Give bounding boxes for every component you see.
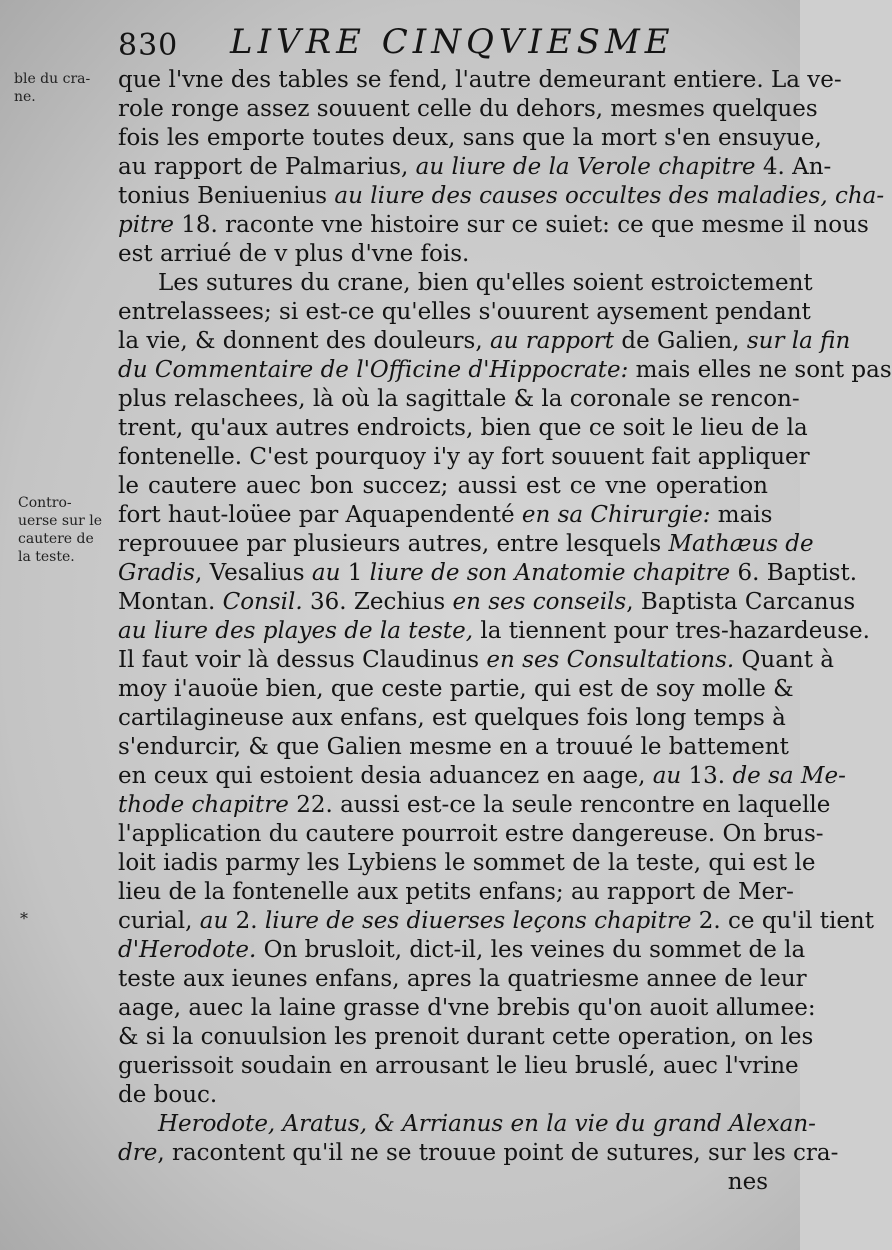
italic-span: en sa Chirurgie: bbox=[521, 502, 711, 528]
text-line bbox=[118, 965, 807, 994]
text-span: On brusloit, dict-il, les veines du sommet de la bbox=[256, 937, 806, 963]
text-span: moy i'auoüe bien, que ceste partie, qui est de soy molle & bbox=[118, 676, 794, 702]
text-line bbox=[118, 1052, 799, 1081]
italic-span: au liure de la Verole chapitre bbox=[415, 154, 756, 180]
text-span: 1 bbox=[340, 560, 370, 586]
text-body bbox=[118, 66, 892, 1197]
text-span: Il faut voir là dessus Claudinus bbox=[118, 647, 487, 673]
text-span: tonius Beniuenius bbox=[118, 183, 335, 209]
text-line bbox=[118, 1168, 768, 1197]
text-span: l'application du cautere pourroit estre dangereuse. On brus- bbox=[118, 821, 824, 847]
italic-span: en ses conseils bbox=[452, 589, 627, 615]
italic-span: au bbox=[652, 763, 682, 789]
text-span: 18. raconte vne histoire sur ce suiet: ce que mesme il nous bbox=[173, 212, 869, 238]
text-span: , Baptista Carcanus bbox=[626, 589, 856, 615]
text-span: Quant à bbox=[734, 647, 835, 673]
italic-span: Gradis bbox=[118, 560, 195, 586]
margin-note-line: cautere de bbox=[18, 531, 94, 547]
text-span: fontenelle. C'est pourquoy i'y ay fort souuent fait appliquer bbox=[118, 444, 810, 470]
text-span: trent, qu'aux autres endroicts, bien que ce soit le lieu de la bbox=[118, 415, 808, 441]
text-line bbox=[118, 385, 800, 414]
text-line bbox=[118, 849, 816, 878]
italic-span: au liure des playes de la teste, bbox=[118, 618, 474, 644]
margin-note-controverse bbox=[18, 494, 116, 566]
text-line bbox=[118, 327, 851, 356]
text-span: s'endurcir, & que Galien mesme en a trouué le battement bbox=[118, 734, 789, 760]
text-line bbox=[118, 95, 818, 124]
text-line bbox=[118, 66, 842, 95]
text-line bbox=[118, 704, 786, 733]
text-span: mais elles ne sont pas bbox=[628, 357, 892, 383]
margin-mark: * bbox=[20, 909, 28, 928]
italic-span: Consil. bbox=[222, 589, 303, 615]
text-line bbox=[118, 443, 810, 472]
page-header bbox=[118, 22, 778, 68]
text-span: curial, bbox=[118, 908, 200, 934]
text-span: nes bbox=[727, 1169, 768, 1195]
text-span: la vie, & donnent des douleurs, bbox=[118, 328, 490, 354]
italic-span: au rapport bbox=[489, 328, 615, 354]
text-span: mais bbox=[710, 502, 773, 528]
text-line bbox=[118, 1081, 768, 1110]
text-span: entrelassees; si est-ce qu'elles s'ouurent aysement pendant bbox=[118, 299, 811, 325]
text-line bbox=[118, 414, 808, 443]
text-span: loit iadis parmy les Lybiens le sommet de la teste, qui est le bbox=[118, 850, 816, 876]
margin-note-line: Contro- bbox=[18, 495, 72, 511]
text-span: au rapport de Palmarius, bbox=[118, 154, 416, 180]
italic-span: de sa Me- bbox=[732, 763, 846, 789]
text-span: Montan. bbox=[118, 589, 223, 615]
text-line bbox=[118, 153, 832, 182]
text-span: 2. ce qu'il tient bbox=[691, 908, 874, 934]
text-line bbox=[118, 675, 794, 704]
italic-span: sur la fin bbox=[746, 328, 851, 354]
text-line bbox=[118, 1023, 814, 1052]
text-span: 2. bbox=[228, 908, 265, 934]
text-span: teste aux ieunes enfans, apres la quatriesme annee de leur bbox=[118, 966, 807, 992]
text-span: fort haut-loüee par Aquapendenté bbox=[118, 502, 522, 528]
page-number: 830 bbox=[118, 28, 179, 63]
margin-note-line: la teste. bbox=[18, 549, 75, 565]
text-line bbox=[118, 820, 824, 849]
text-span: role ronge assez souuent celle du dehors, mesmes quelques bbox=[118, 96, 818, 122]
text-span: 4. An- bbox=[755, 154, 832, 180]
italic-span: liure de ses diuerses leçons chapitre bbox=[264, 908, 692, 934]
text-line bbox=[118, 269, 813, 298]
margin-note-top bbox=[14, 70, 109, 106]
italic-span: Herodote, Aratus, & Arrianus en la vie du grand Alexan- bbox=[158, 1111, 816, 1137]
text-span: fois les emporte toutes deux, sans que la mort s'en ensuyue, bbox=[118, 125, 822, 151]
margin-note-line: ble du cra- bbox=[14, 71, 91, 87]
text-span: que l'vne des tables se fend, l'autre demeurant entiere. La ve- bbox=[118, 67, 842, 93]
text-span: plus relaschees, là où la sagittale & la coronale se rencon- bbox=[118, 386, 800, 412]
italic-span: d'Herodote. bbox=[118, 937, 257, 963]
text-line bbox=[118, 791, 831, 820]
text-line bbox=[118, 1110, 816, 1139]
text-line bbox=[118, 356, 892, 385]
running-head: LIVRE CINQVIESME bbox=[230, 22, 675, 62]
italic-span: au bbox=[199, 908, 229, 934]
text-line bbox=[118, 182, 885, 211]
text-span: & si la conuulsion les prenoit durant cette operation, on les bbox=[118, 1024, 814, 1050]
text-span: reprouuee par plusieurs autres, entre lesquels bbox=[118, 531, 669, 557]
margin-note-line: ne. bbox=[14, 89, 36, 105]
text-span: cartilagineuse aux enfans, est quelques fois long temps à bbox=[118, 705, 786, 731]
text-line bbox=[118, 1139, 839, 1168]
text-line bbox=[118, 124, 822, 153]
italic-span: en ses Consultations. bbox=[486, 647, 735, 673]
text-line bbox=[118, 762, 846, 791]
text-span: guerissoit soudain en arrousant le lieu bruslé, auec l'vrine bbox=[118, 1053, 799, 1079]
italic-span: au bbox=[311, 560, 341, 586]
italic-span: du Commentaire de l'Officine d'Hippocrate: bbox=[118, 357, 629, 383]
text-span: de Galien, bbox=[614, 328, 747, 354]
italic-span: pitre bbox=[118, 212, 174, 238]
text-line bbox=[118, 733, 789, 762]
text-line bbox=[118, 907, 874, 936]
italic-span: liure de son Anatomie chapitre bbox=[369, 560, 731, 586]
text-line bbox=[118, 588, 856, 617]
text-span: le cautere auec bon succez; aussi est ce vne operation bbox=[118, 473, 768, 499]
text-span: de bouc. bbox=[118, 1082, 218, 1108]
text-span: plus d'vne fois. bbox=[287, 241, 470, 267]
text-span: est arriué de v bbox=[118, 241, 288, 267]
text-line bbox=[118, 530, 814, 559]
text-line bbox=[118, 559, 858, 588]
text-line bbox=[118, 211, 869, 240]
text-span: 36. Zechius bbox=[302, 589, 453, 615]
text-line bbox=[118, 878, 794, 907]
text-span: 22. aussi est-ce la seule rencontre en laquelle bbox=[288, 792, 831, 818]
text-span: , racontent qu'il ne se trouue point de sutures, sur les cra- bbox=[157, 1140, 839, 1166]
text-line bbox=[118, 472, 768, 501]
text-line bbox=[118, 240, 768, 269]
text-span: 6. Baptist. bbox=[730, 560, 858, 586]
italic-span: Mathæus de bbox=[668, 531, 814, 557]
italic-span: dre bbox=[118, 1140, 158, 1166]
text-line bbox=[118, 501, 773, 530]
text-line bbox=[118, 994, 816, 1023]
margin-note-line: uerse sur le bbox=[18, 513, 103, 529]
italic-span: au liure des causes occultes des maladies, cha- bbox=[334, 183, 885, 209]
text-span: , Vesalius bbox=[194, 560, 312, 586]
text-span: lieu de la fontenelle aux petits enfans; au rapport de Mer- bbox=[118, 879, 794, 905]
italic-span: thode chapitre bbox=[118, 792, 289, 818]
text-span: la tiennent pour tres-hazardeuse. bbox=[473, 618, 870, 644]
text-span: 13. bbox=[681, 763, 733, 789]
text-line bbox=[118, 646, 835, 675]
text-line bbox=[118, 298, 811, 327]
text-span: en ceux qui estoient desia aduancez en aage, bbox=[118, 763, 653, 789]
text-span: aage, auec la laine grasse d'vne brebis qu'on auoit allumee: bbox=[118, 995, 816, 1021]
text-span: Les sutures du crane, bien qu'elles soient estroictement bbox=[158, 270, 813, 296]
text-line bbox=[118, 617, 870, 646]
text-line bbox=[118, 936, 806, 965]
